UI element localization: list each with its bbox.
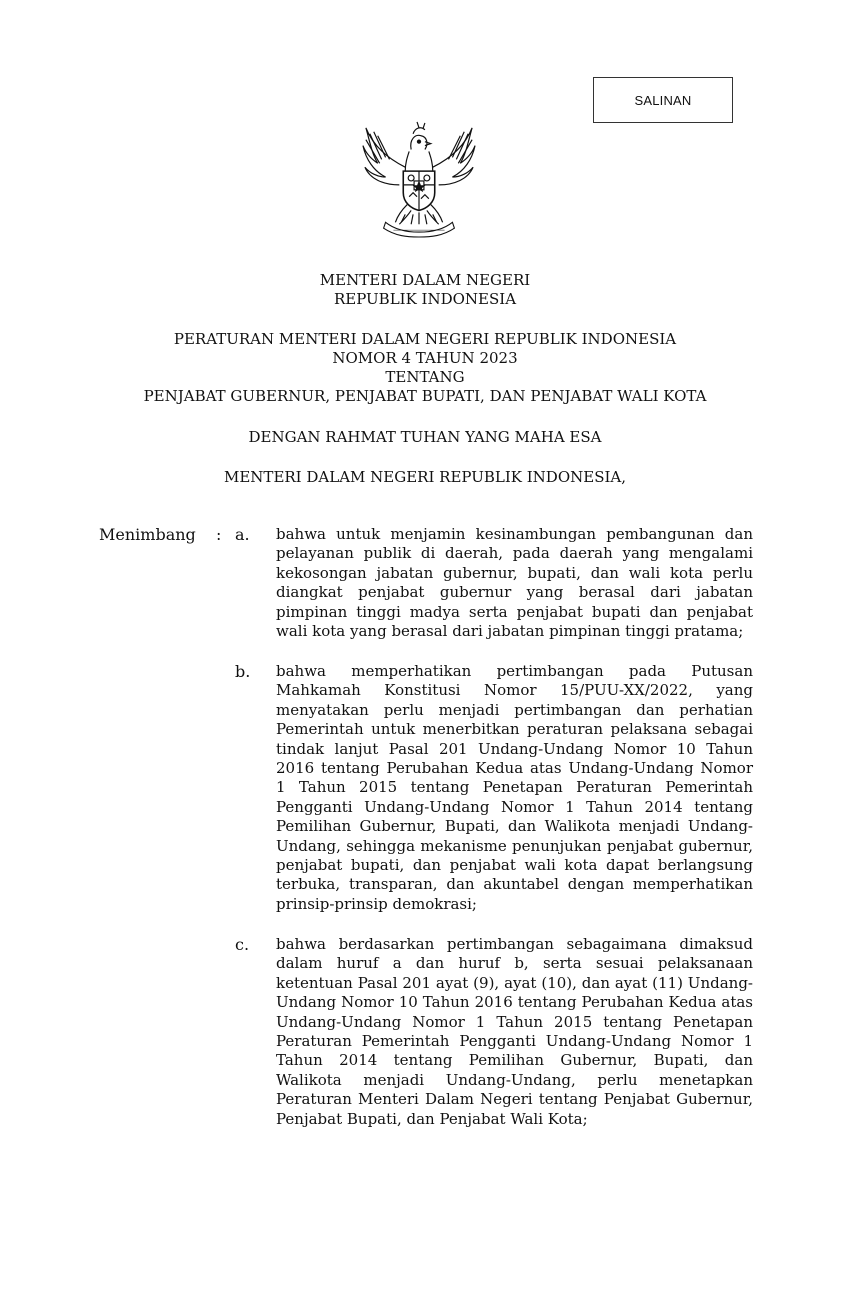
issuer-line-2: REPUBLIK INDONESIA [333,290,517,308]
regulation-title-line-2: NOMOR 4 TAHUN 2023 [332,349,518,367]
consideration-letter: a. [235,525,250,544]
consideration-text: bahwa berdasarkan pertimbangan sebagaimana dimaksud dalam huruf a dan huruf b, serta sesuai pelaksanaan ketentuan Pasal 201 ayat (9), ayat (10), dan ayat (11) Undang-Undang Nomor 10 Tahun 2016 tentang Perubahan Kedua atas Undang-Undang Nomor 1 Tahun 2015 tentang Penetapan Peraturan Pemerintah Pengganti Undang-Undang Nomor 1 Tahun 2014 tentang Pemilihan Gubernur, Bupati, dan Walikota menjadi Undang-Undang, perlu menetapkan Peraturan Menteri Dalam Negeri tentang Penjabat Gubernur, Penjabat Bupati, dan Penjabat Wali Kota; [276,935,753,1128]
consideration-letter: c. [235,935,250,954]
issuer-line-1: MENTERI DALAM NEGERI [319,271,531,289]
garuda-pancasila-emblem-icon [360,120,478,238]
issuer-heading [0,271,850,309]
minister-text: MENTERI DALAM NEGERI REPUBLIK INDONESIA, [224,468,626,486]
regulation-title [0,330,850,406]
consideration-text: bahwa memperhatikan pertimbangan pada Putusan Mahkamah Konstitusi Nomor 15/PUU-XX/2022, yang menyatakan perlu menjadi pertimbangan dan perhatian Pemerintah untuk menerbitkan peraturan pelaksana sebagai tindak lanjut Pasal 201 Undang-Undang Nomor 10 Tahun 2016 tentang Perubahan Kedua atas Undang-Undang Nomor 1 Tahun 2015 tentang Penetapan Peraturan Pemerintah Pengganti Undang-Undang Nomor 1 Tahun 2014 tentang Pemilihan Gubernur, Bupati, dan Walikota menjadi Undang-Undang, sehingga mekanisme penunjukan penjabat gubernur, penjabat bupati, dan penjabat wali kota dapat berlangsung terbuka, transparan, dan akuntabel dengan memperhatikan prinsip-prinsip demokrasi; [276,662,753,913]
regulation-title-line-1: PERATURAN MENTERI DALAM NEGERI REPUBLIK INDONESIA [173,330,677,348]
consideration-letter: b. [235,662,251,681]
regulation-title-line-3: TENTANG [385,368,465,386]
blessing-text: DENGAN RAHMAT TUHAN YANG MAHA ESA [248,428,602,446]
salinan-label: SALINAN [634,92,692,108]
blessing-line [0,428,850,447]
consideration-text: bahwa untuk menjamin kesinambungan pembangunan dan pelayanan publik di daerah, pada daerah yang mengalami kekosongan jabatan gubernur, bupati, dan wali kota perlu diangkat penjabat gubernur yang berasal dari jabatan pimpinan tinggi madya serta penjabat bupati dan penjabat wali kota yang berasal dari jabatan pimpinan tinggi pratama; [276,525,753,641]
minister-line [0,468,850,487]
considerations-label: Menimbang [99,525,196,544]
regulation-title-line-4: PENJABAT GUBERNUR, PENJABAT BUPATI, DAN PENJABAT WALI KOTA [143,387,707,405]
considerations-colon: : [216,525,222,544]
salinan-stamp [593,77,733,123]
